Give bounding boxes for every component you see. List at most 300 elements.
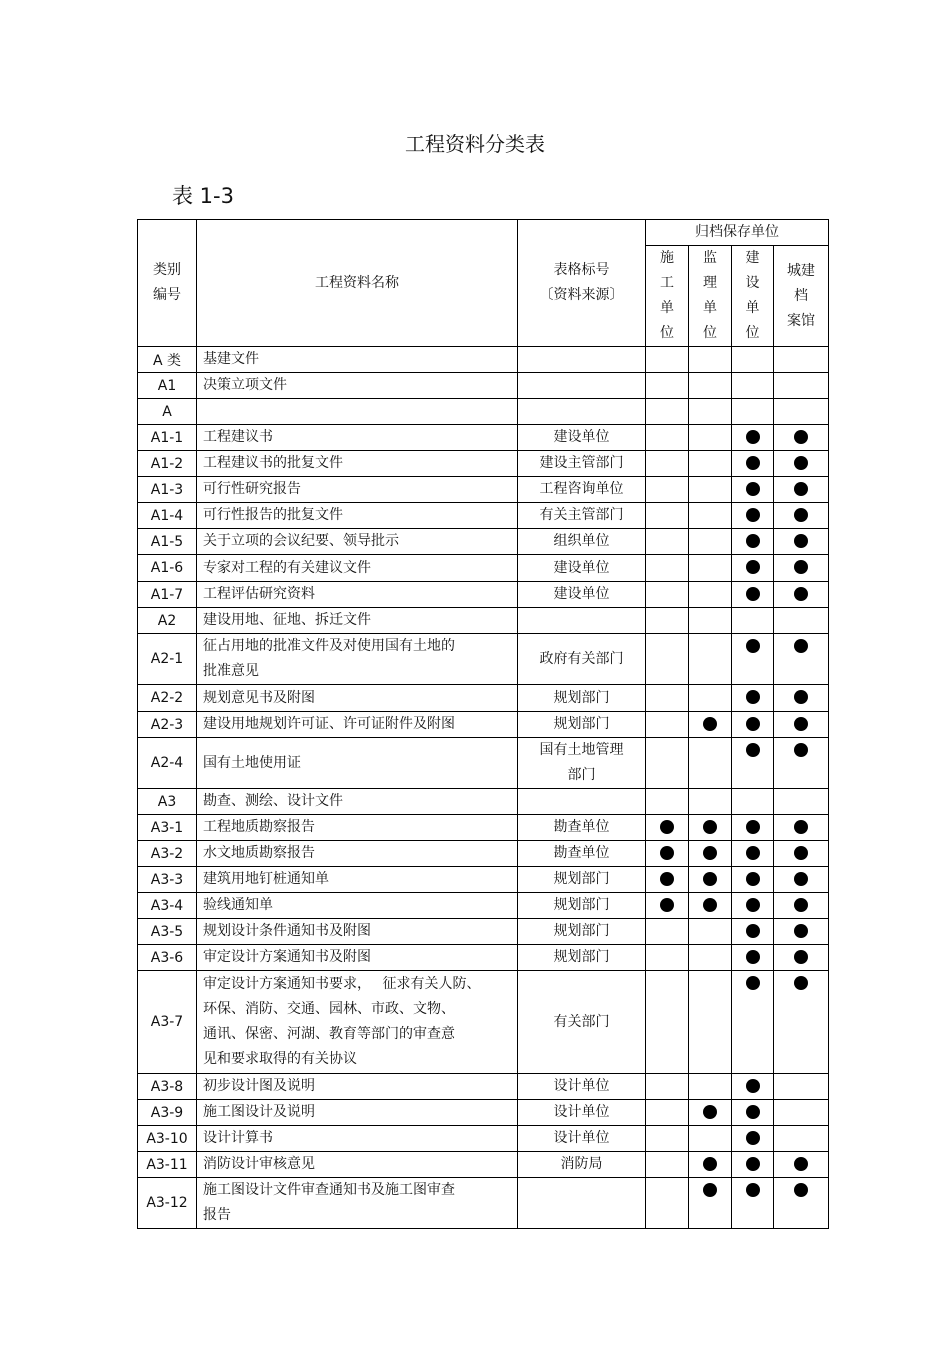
row-source-line: 组织单位 <box>553 533 610 549</box>
row-code: A2 <box>138 608 197 634</box>
row-document-name-line: 决策立项文件 <box>203 377 287 393</box>
row-source <box>518 555 646 582</box>
table-row <box>138 634 829 685</box>
row-document-name-line: 建设用地、征地、拆迁文件 <box>203 612 371 628</box>
row-archive-mark-cell <box>689 789 732 815</box>
row-archive-mark-cell <box>732 1178 774 1229</box>
filled-circle-icon <box>703 898 717 912</box>
header-unit-supervision <box>689 246 732 347</box>
row-document-name-line: 工程评估研究资料 <box>203 586 315 602</box>
row-source-line: 勘查单位 <box>553 819 610 835</box>
row-code: A3-10 <box>138 1126 197 1152</box>
filled-circle-icon <box>746 1131 760 1145</box>
row-archive-mark-cell <box>732 971 774 1074</box>
filled-circle-icon <box>660 820 674 834</box>
row-archive-mark-cell <box>774 971 829 1074</box>
filled-circle-icon <box>794 846 808 860</box>
row-source <box>518 867 646 893</box>
row-document-name-line: 专家对工程的有关建议文件 <box>203 559 371 576</box>
row-archive-mark-cell <box>646 1100 689 1126</box>
row-code: A1-5 <box>138 529 197 555</box>
row-source <box>518 685 646 712</box>
row-source <box>518 1152 646 1178</box>
row-source <box>518 893 646 919</box>
row-archive-mark-cell <box>732 477 774 503</box>
row-archive-mark-cell <box>732 738 774 789</box>
row-archive-mark-cell <box>774 477 829 503</box>
row-archive-mark-cell <box>646 1126 689 1152</box>
filled-circle-icon <box>794 456 808 470</box>
filled-circle-icon <box>794 820 808 834</box>
filled-circle-icon <box>703 1105 717 1119</box>
filled-circle-icon <box>746 846 760 860</box>
row-archive-mark-cell <box>646 815 689 841</box>
row-document-name <box>197 1126 518 1152</box>
row-archive-mark-cell <box>774 841 829 867</box>
row-source <box>518 1178 646 1229</box>
row-archive-mark-cell <box>689 867 732 893</box>
row-archive-mark-cell <box>732 373 774 399</box>
filled-circle-icon <box>794 743 808 757</box>
row-document-name <box>197 945 518 971</box>
row-archive-mark-cell <box>774 582 829 608</box>
row-document-name-line: 工程建议书的批复文件 <box>203 455 343 471</box>
header-unit-owner <box>732 246 774 347</box>
row-source <box>518 503 646 529</box>
row-archive-mark-cell <box>646 945 689 971</box>
filled-circle-icon <box>746 508 760 522</box>
header-unit-char: 位 <box>745 325 760 341</box>
row-archive-mark-cell <box>774 1100 829 1126</box>
row-archive-mark-cell <box>646 608 689 634</box>
row-source <box>518 1126 646 1152</box>
row-code: A2-2 <box>138 685 197 712</box>
row-code: A 类 <box>138 347 197 373</box>
filled-circle-icon <box>794 639 808 653</box>
row-archive-mark-cell <box>646 582 689 608</box>
row-archive-mark-cell <box>689 1074 732 1100</box>
document-title: 工程资料分类表 <box>405 132 545 156</box>
row-archive-mark-cell <box>689 399 732 425</box>
filled-circle-icon <box>703 717 717 731</box>
row-document-name-line: 审定设计方案通知书及附图 <box>203 949 371 965</box>
row-document-name-line: 验线通知单 <box>203 897 273 913</box>
row-document-name-line: 通讯、保密、河湖、教育等部门的审查意 <box>203 1026 455 1042</box>
header-unit-char: 监 <box>703 250 717 266</box>
row-source <box>518 608 646 634</box>
row-document-name <box>197 1074 518 1100</box>
row-archive-mark-cell <box>732 582 774 608</box>
row-archive-mark-cell <box>689 347 732 373</box>
row-source-line: 消防局 <box>560 1156 603 1172</box>
row-source-line: 工程咨询单位 <box>539 481 624 497</box>
header-name: 工程资料名称 <box>197 220 518 347</box>
filled-circle-icon <box>746 898 760 912</box>
table-row <box>138 503 829 529</box>
header-unit-char: 设 <box>745 275 760 291</box>
row-document-name-line: 环保、消防、交通、园林、市政、文物、 <box>203 1001 455 1017</box>
row-document-name <box>197 712 518 738</box>
row-archive-mark-cell <box>774 529 829 555</box>
filled-circle-icon <box>794 976 808 990</box>
filled-circle-icon <box>794 1157 808 1171</box>
filled-circle-icon <box>703 1183 717 1197</box>
row-document-name-line: 国有土地使用证 <box>203 754 301 771</box>
row-archive-mark-cell <box>646 477 689 503</box>
filled-circle-icon <box>794 717 808 731</box>
row-code: A1-2 <box>138 451 197 477</box>
archive-classification-table <box>137 219 829 1229</box>
filled-circle-icon <box>746 976 760 990</box>
header-unit-char: 位 <box>660 325 674 341</box>
filled-circle-icon <box>746 1183 760 1197</box>
row-code: A3-9 <box>138 1100 197 1126</box>
row-document-name <box>197 1100 518 1126</box>
row-archive-mark-cell <box>732 608 774 634</box>
table-row <box>138 451 829 477</box>
row-archive-mark-cell <box>732 945 774 971</box>
row-source <box>518 347 646 373</box>
row-source <box>518 529 646 555</box>
row-archive-mark-cell <box>732 347 774 373</box>
row-source-line: 国有土地管理 <box>539 742 624 758</box>
row-archive-mark-cell <box>689 712 732 738</box>
row-archive-mark-cell <box>646 451 689 477</box>
row-source <box>518 425 646 451</box>
row-code: A3-11 <box>138 1152 197 1178</box>
row-source <box>518 477 646 503</box>
row-source-line: 政府有关部门 <box>539 650 624 667</box>
row-archive-mark-cell <box>774 1152 829 1178</box>
row-archive-mark-cell <box>774 608 829 634</box>
table-row <box>138 789 829 815</box>
header-unit-char: 理 <box>703 275 717 291</box>
table-label: 表 1-3 <box>172 184 234 208</box>
table-row <box>138 399 829 425</box>
header-unit-char: 案馆 <box>787 312 815 329</box>
row-archive-mark-cell <box>774 712 829 738</box>
row-archive-mark-cell <box>774 1074 829 1100</box>
row-archive-mark-cell <box>646 1152 689 1178</box>
row-document-name <box>197 425 518 451</box>
row-archive-mark-cell <box>689 634 732 685</box>
filled-circle-icon <box>746 430 760 444</box>
row-archive-mark-cell <box>646 738 689 789</box>
table-row <box>138 1074 829 1100</box>
row-code: A3-3 <box>138 867 197 893</box>
row-document-name-line: 征占用地的批准文件及对使用国有土地的 <box>203 638 455 654</box>
filled-circle-icon <box>703 872 717 886</box>
row-document-name <box>197 555 518 582</box>
row-document-name <box>197 971 518 1074</box>
table-body <box>138 347 829 1229</box>
row-archive-mark-cell <box>689 529 732 555</box>
row-archive-mark-cell <box>689 477 732 503</box>
filled-circle-icon <box>746 717 760 731</box>
row-code: A3-1 <box>138 815 197 841</box>
row-source <box>518 634 646 685</box>
row-source <box>518 789 646 815</box>
row-archive-mark-cell <box>774 634 829 685</box>
row-code: A2-4 <box>138 738 197 789</box>
row-document-name-line: 初步设计图及说明 <box>203 1078 315 1094</box>
header-form <box>518 220 646 347</box>
row-document-name <box>197 789 518 815</box>
row-document-name <box>197 893 518 919</box>
table-row <box>138 712 829 738</box>
row-source-line: 设计单位 <box>553 1104 610 1120</box>
row-archive-mark-cell <box>774 789 829 815</box>
row-source <box>518 451 646 477</box>
row-document-name-line: 规划意见书及附图 <box>203 689 315 706</box>
row-code: A1-1 <box>138 425 197 451</box>
filled-circle-icon <box>794 534 808 548</box>
row-archive-mark-cell <box>732 841 774 867</box>
filled-circle-icon <box>703 820 717 834</box>
filled-circle-icon <box>746 534 760 548</box>
filled-circle-icon <box>794 508 808 522</box>
row-archive-mark-cell <box>732 451 774 477</box>
row-archive-mark-cell <box>689 893 732 919</box>
filled-circle-icon <box>746 1157 760 1171</box>
table-row <box>138 945 829 971</box>
row-archive-mark-cell <box>646 685 689 712</box>
filled-circle-icon <box>703 1157 717 1171</box>
row-document-name <box>197 1178 518 1229</box>
table-row <box>138 841 829 867</box>
row-document-name <box>197 738 518 789</box>
row-archive-mark-cell <box>774 945 829 971</box>
row-code: A1-7 <box>138 582 197 608</box>
header-unit-char: 施 <box>660 250 674 266</box>
table-row <box>138 815 829 841</box>
filled-circle-icon <box>660 846 674 860</box>
header-unit-char: 建 <box>745 250 760 266</box>
filled-circle-icon <box>746 743 760 757</box>
row-archive-mark-cell <box>732 503 774 529</box>
row-code: A3 <box>138 789 197 815</box>
row-archive-mark-cell <box>646 841 689 867</box>
row-archive-mark-cell <box>646 503 689 529</box>
row-archive-mark-cell <box>732 399 774 425</box>
filled-circle-icon <box>794 430 808 444</box>
table-row <box>138 1126 829 1152</box>
row-source <box>518 373 646 399</box>
row-archive-mark-cell <box>774 373 829 399</box>
header-category-line: 编号 <box>153 287 181 303</box>
table-row <box>138 608 829 634</box>
row-source <box>518 815 646 841</box>
filled-circle-icon <box>746 482 760 496</box>
header-unit-char: 工 <box>660 275 674 291</box>
filled-circle-icon <box>660 872 674 886</box>
row-archive-mark-cell <box>774 738 829 789</box>
table-row <box>138 867 829 893</box>
row-archive-mark-cell <box>689 685 732 712</box>
row-archive-mark-cell <box>646 893 689 919</box>
row-source-line: 建设单位 <box>553 559 610 576</box>
filled-circle-icon <box>746 1079 760 1093</box>
row-document-name-line: 批准意见 <box>203 663 259 679</box>
row-code: A3-7 <box>138 971 197 1074</box>
row-code: A2-1 <box>138 634 197 685</box>
row-document-name-line: 设计计算书 <box>203 1130 273 1146</box>
row-code: A1-4 <box>138 503 197 529</box>
row-archive-mark-cell <box>774 555 829 582</box>
row-archive-mark-cell <box>646 634 689 685</box>
row-archive-mark-cell <box>774 451 829 477</box>
header-form-line: 表格标号 <box>553 262 610 278</box>
table-row <box>138 971 829 1074</box>
row-code: A3-8 <box>138 1074 197 1100</box>
row-archive-mark-cell <box>689 503 732 529</box>
row-document-name <box>197 347 518 373</box>
row-archive-mark-cell <box>774 867 829 893</box>
row-document-name-line: 施工图设计文件审查通知书及施工图审查 <box>203 1182 455 1198</box>
row-document-name <box>197 841 518 867</box>
row-document-name-line: 消防设计审核意见 <box>203 1156 315 1172</box>
filled-circle-icon <box>746 690 760 704</box>
table-row <box>138 425 829 451</box>
row-source-line: 有关主管部门 <box>539 507 624 523</box>
row-archive-mark-cell <box>774 685 829 712</box>
row-archive-mark-cell <box>732 1100 774 1126</box>
row-archive-mark-cell <box>774 503 829 529</box>
row-document-name <box>197 477 518 503</box>
header-unit-char: 城建 <box>787 262 815 279</box>
row-code: A1-3 <box>138 477 197 503</box>
table-row <box>138 893 829 919</box>
header-archive-units: 归档保存单位 <box>646 220 829 246</box>
row-document-name-line: 见和要求取得的有关协议 <box>203 1051 357 1067</box>
row-archive-mark-cell <box>689 555 732 582</box>
row-code: A3-2 <box>138 841 197 867</box>
row-source-line: 规划部门 <box>553 949 610 965</box>
row-archive-mark-cell <box>646 789 689 815</box>
row-source-line: 建设主管部门 <box>539 455 624 471</box>
row-code: A2-3 <box>138 712 197 738</box>
row-archive-mark-cell <box>689 1126 732 1152</box>
row-archive-mark-cell <box>689 373 732 399</box>
table-row <box>138 529 829 555</box>
filled-circle-icon <box>794 1183 808 1197</box>
filled-circle-icon <box>794 482 808 496</box>
table-row <box>138 1178 829 1229</box>
row-archive-mark-cell <box>689 608 732 634</box>
row-document-name <box>197 634 518 685</box>
row-code: A3-12 <box>138 1178 197 1229</box>
row-code: A3-4 <box>138 893 197 919</box>
table-row <box>138 1152 829 1178</box>
row-code: A1-6 <box>138 555 197 582</box>
row-archive-mark-cell <box>732 919 774 945</box>
table-row <box>138 685 829 712</box>
row-document-name-line: 工程建议书 <box>203 429 273 445</box>
header-unit-char: 单 <box>703 300 717 316</box>
table-row <box>138 347 829 373</box>
row-archive-mark-cell <box>689 451 732 477</box>
row-code: A1 <box>138 373 197 399</box>
filled-circle-icon <box>746 924 760 938</box>
filled-circle-icon <box>794 898 808 912</box>
filled-circle-icon <box>746 820 760 834</box>
header-unit-char: 位 <box>703 325 717 341</box>
table-row <box>138 919 829 945</box>
row-archive-mark-cell <box>732 425 774 451</box>
filled-circle-icon <box>794 690 808 704</box>
row-archive-mark-cell <box>774 347 829 373</box>
header-unit-char: 单 <box>660 300 674 316</box>
filled-circle-icon <box>703 846 717 860</box>
row-document-name-line: 勘查、测绘、设计文件 <box>203 793 343 809</box>
filled-circle-icon <box>794 950 808 964</box>
row-source-line: 有关部门 <box>553 1013 610 1030</box>
row-source-line: 建设单位 <box>553 586 610 602</box>
header-unit-char: 档 <box>794 287 808 304</box>
row-document-name <box>197 919 518 945</box>
row-archive-mark-cell <box>646 529 689 555</box>
row-document-name <box>197 608 518 634</box>
filled-circle-icon <box>746 587 760 601</box>
row-document-name <box>197 1152 518 1178</box>
filled-circle-icon <box>746 560 760 574</box>
row-archive-mark-cell <box>732 1126 774 1152</box>
row-archive-mark-cell <box>689 1178 732 1229</box>
row-archive-mark-cell <box>774 893 829 919</box>
row-source-line: 规划部门 <box>553 923 610 939</box>
row-archive-mark-cell <box>732 815 774 841</box>
row-source <box>518 841 646 867</box>
row-source <box>518 582 646 608</box>
row-document-name-line: 基建文件 <box>203 351 259 367</box>
filled-circle-icon <box>746 950 760 964</box>
row-source-line: 部门 <box>567 767 596 783</box>
row-archive-mark-cell <box>646 867 689 893</box>
row-archive-mark-cell <box>646 971 689 1074</box>
row-source-line: 勘查单位 <box>553 845 610 861</box>
row-source-line: 规划部门 <box>553 871 610 887</box>
row-document-name-line: 水文地质勘察报告 <box>203 845 315 861</box>
row-archive-mark-cell <box>689 945 732 971</box>
row-archive-mark-cell <box>732 1152 774 1178</box>
row-document-name <box>197 815 518 841</box>
row-source-line: 规划部门 <box>553 716 610 732</box>
row-archive-mark-cell <box>774 1178 829 1229</box>
header-form-line: 〔资料来源〕 <box>539 287 624 303</box>
row-document-name-line: 审定设计方案通知书要求， 征求有关人防、 <box>203 976 481 992</box>
row-document-name-line: 施工图设计及说明 <box>203 1104 315 1120</box>
row-document-name <box>197 529 518 555</box>
row-document-name <box>197 867 518 893</box>
row-archive-mark-cell <box>646 919 689 945</box>
row-document-name-line: 报告 <box>203 1207 231 1223</box>
header-unit-city-archive <box>774 246 829 347</box>
row-archive-mark-cell <box>732 1074 774 1100</box>
row-archive-mark-cell <box>689 425 732 451</box>
table-row <box>138 582 829 608</box>
row-code: A3-6 <box>138 945 197 971</box>
row-archive-mark-cell <box>646 347 689 373</box>
row-archive-mark-cell <box>646 1074 689 1100</box>
row-archive-mark-cell <box>689 738 732 789</box>
row-archive-mark-cell <box>774 425 829 451</box>
row-document-name <box>197 582 518 608</box>
row-archive-mark-cell <box>774 919 829 945</box>
row-archive-mark-cell <box>689 1152 732 1178</box>
row-source <box>518 399 646 425</box>
table-row <box>138 555 829 582</box>
row-source <box>518 945 646 971</box>
